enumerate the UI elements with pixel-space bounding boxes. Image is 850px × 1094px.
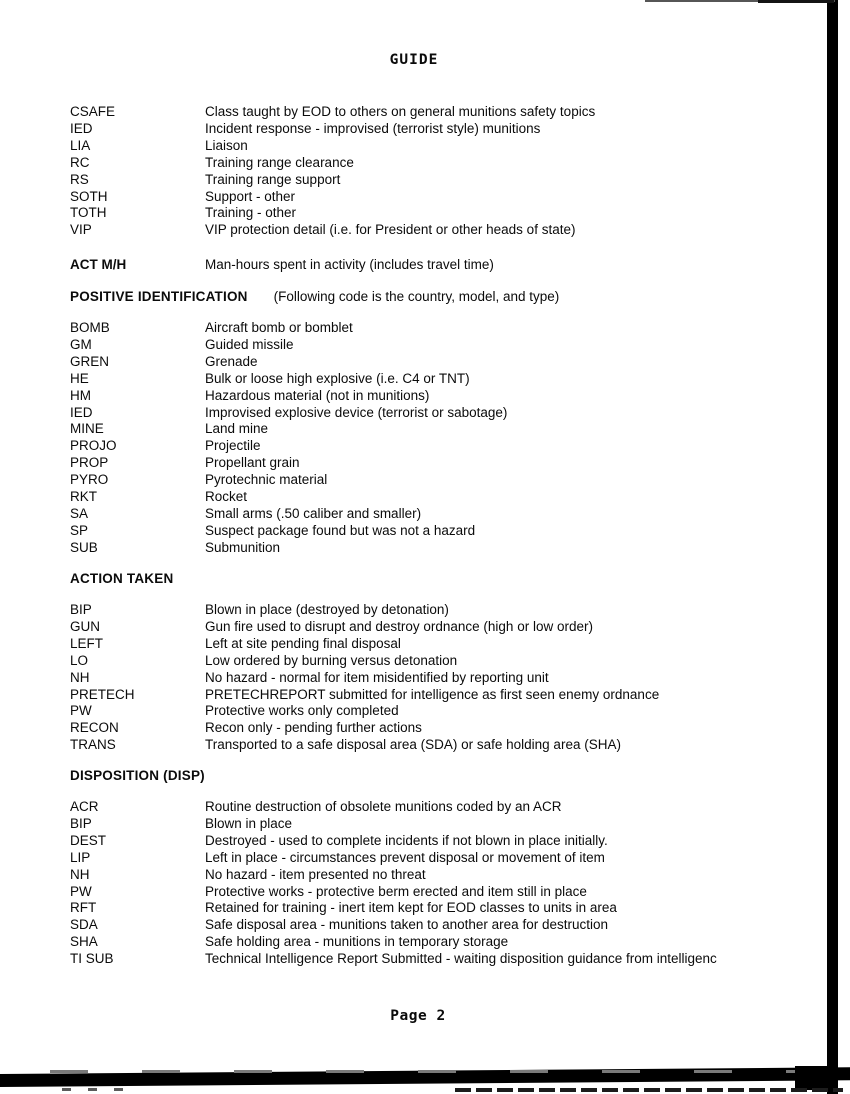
- scan-artifact-text-fragments: [62, 1088, 134, 1091]
- term-description: Training range clearance: [205, 154, 354, 170]
- term-description: Liaison: [205, 137, 248, 153]
- definition-row: [70, 421, 810, 438]
- term-code: SP: [70, 522, 89, 538]
- definition-row: [70, 833, 810, 850]
- definition-list: [70, 799, 810, 968]
- term-code: PW: [70, 703, 92, 719]
- term-code: SDA: [70, 917, 98, 933]
- definition-row: [70, 222, 810, 239]
- definition-row: [70, 405, 810, 422]
- definition-row: [70, 951, 810, 968]
- term-description: Rocket: [205, 489, 248, 505]
- page-number: Page 2: [390, 1008, 446, 1024]
- term-description: Man-hours spent in activity (includes travel time): [205, 257, 494, 272]
- definition-row: [70, 257, 810, 274]
- definition-row: [70, 619, 810, 636]
- term-code: RS: [70, 171, 89, 187]
- term-description: Pyrotechnic material: [205, 472, 328, 488]
- term-description: Blown in place: [205, 815, 293, 831]
- term-code: BOMB: [70, 320, 110, 335]
- definition-row: [70, 155, 810, 172]
- definition-row: [70, 687, 810, 704]
- scan-artifact-right-bar: [827, 0, 838, 1094]
- definition-row: [70, 653, 810, 670]
- term-description: Destroyed - used to complete incidents if not blown in place initially.: [205, 832, 608, 848]
- scan-artifact-text-fragments: [455, 1088, 843, 1092]
- term-description: Support - other: [205, 188, 296, 204]
- definition-row: [70, 189, 810, 206]
- term-code: PROJO: [70, 438, 117, 454]
- definition-row: [70, 371, 810, 388]
- definition-row: [70, 388, 810, 405]
- definition-row: [70, 523, 810, 540]
- term-description: Small arms (.50 caliber and smaller): [205, 505, 422, 521]
- definition-row: [70, 737, 810, 754]
- definition-row: [70, 138, 810, 155]
- definition-row: [70, 540, 810, 557]
- term-code: PYRO: [70, 472, 109, 488]
- term-description: Left at site pending final disposal: [205, 635, 401, 651]
- term-description: Training - other: [205, 205, 297, 221]
- definition-row: [70, 917, 810, 934]
- term-description: Incident response - improvised (terrorist style) munitions: [205, 120, 541, 136]
- term-code: LIA: [70, 137, 91, 153]
- term-code: IED: [70, 120, 93, 136]
- term-code: GREN: [70, 353, 110, 369]
- definition-row: [70, 205, 810, 222]
- section-heading: DISPOSITION (DISP): [70, 768, 205, 783]
- definition-list: [70, 320, 810, 557]
- term-description: Aircraft bomb or bomblet: [205, 320, 353, 335]
- term-description: Suspect package found but was not a hazard: [205, 522, 476, 538]
- term-description: Submunition: [205, 539, 281, 555]
- term-code: GUN: [70, 618, 100, 634]
- section-act-mh: [70, 257, 810, 274]
- term-description: Low ordered by burning versus detonation: [205, 652, 458, 668]
- definition-row: [70, 816, 810, 833]
- term-code: SA: [70, 505, 89, 521]
- term-code: MINE: [70, 421, 104, 437]
- definition-row: [70, 104, 810, 121]
- term-description: Grenade: [205, 353, 258, 369]
- section-disposition: [70, 767, 810, 968]
- definition-row: [70, 670, 810, 687]
- page-title: GUIDE: [389, 52, 439, 68]
- term-code: ACR: [70, 799, 99, 814]
- section-heading-row: [70, 767, 810, 784]
- section-positive-identification: [70, 288, 810, 557]
- term-description: No hazard - normal for item misidentified by reporting unit: [205, 669, 549, 685]
- term-code: DEST: [70, 832, 107, 848]
- section-heading-row: [70, 288, 810, 305]
- term-description: Safe disposal area - munitions taken to another area for destruction: [205, 917, 608, 933]
- term-code: PRETECH: [70, 686, 135, 702]
- definition-row: [70, 636, 810, 653]
- term-code: CSAFE: [70, 104, 116, 119]
- term-description: Blown in place (destroyed by detonation): [205, 602, 449, 617]
- definition-list: [70, 602, 810, 754]
- term-description: Technical Intelligence Report Submitted - waiting disposition guidance from intelligenc: [205, 951, 717, 967]
- section-activity-codes: [70, 104, 810, 239]
- definition-row: [70, 121, 810, 138]
- definition-row: [70, 884, 810, 901]
- term-code: RC: [70, 154, 90, 170]
- term-description: Protective works only completed: [205, 703, 399, 719]
- term-code: RKT: [70, 489, 97, 505]
- term-code: RFT: [70, 900, 97, 916]
- term-code: HE: [70, 370, 89, 386]
- term-code: BIP: [70, 602, 92, 617]
- term-code: SHA: [70, 934, 98, 950]
- section-heading-row: [70, 570, 810, 587]
- term-description: Retained for training - inert item kept for EOD classes to units in area: [205, 900, 617, 916]
- term-description: Improvised explosive device (terrorist or sabotage): [205, 404, 508, 420]
- term-description: Training range support: [205, 171, 341, 187]
- term-description: Gun fire used to disrupt and destroy ordnance (high or low order): [205, 618, 593, 634]
- term-code: LO: [70, 652, 89, 668]
- definition-row: [70, 172, 810, 189]
- term-description: Guided missile: [205, 336, 294, 352]
- term-code: BIP: [70, 815, 92, 831]
- term-description: Recon only - pending further actions: [205, 720, 422, 736]
- term-description: Protective works - protective berm erected and item still in place: [205, 883, 587, 899]
- definition-row: [70, 799, 810, 816]
- term-code: HM: [70, 387, 91, 403]
- definition-row: [70, 337, 810, 354]
- scan-artifact-corner: [795, 1066, 838, 1090]
- definition-row: [70, 602, 810, 619]
- term-code: TOTH: [70, 205, 107, 221]
- term-description: Bulk or loose high explosive (i.e. C4 or TNT): [205, 370, 470, 386]
- term-description: Left in place - circumstances prevent disposal or movement of item: [205, 849, 605, 865]
- definition-row: [70, 506, 810, 523]
- definition-row: [70, 438, 810, 455]
- term-description: PRETECHREPORT submitted for intelligence as first seen enemy ordnance: [205, 686, 660, 702]
- scan-artifact-top-line-dark: [758, 0, 834, 3]
- definition-row: [70, 354, 810, 371]
- term-description: VIP protection detail (i.e. for President or other heads of state): [205, 222, 576, 238]
- definition-row: [70, 720, 810, 737]
- term-description: Projectile: [205, 438, 261, 454]
- term-code: PW: [70, 883, 92, 899]
- term-description: Class taught by EOD to others on general munitions safety topics: [205, 104, 596, 119]
- definition-row: [70, 320, 810, 337]
- term-code: TI SUB: [70, 951, 114, 967]
- term-description: Safe holding area - munitions in temporary storage: [205, 934, 509, 950]
- term-code: SUB: [70, 539, 98, 555]
- term-description: Transported to a safe disposal area (SDA) or safe holding area (SHA): [205, 737, 621, 753]
- term-code: LIP: [70, 849, 91, 865]
- term-description: No hazard - item presented no threat: [205, 866, 426, 882]
- term-code: NH: [70, 866, 90, 882]
- term-description: Propellant grain: [205, 455, 300, 471]
- section-note: (Following code is the country, model, and type): [273, 289, 560, 304]
- term-description: Land mine: [205, 421, 269, 437]
- definition-row: [70, 472, 810, 489]
- definition-row: [70, 867, 810, 884]
- section-heading: ACTION TAKEN: [70, 571, 174, 586]
- term-code: LEFT: [70, 635, 104, 651]
- term-code: GM: [70, 336, 92, 352]
- term-code: ACT M/H: [70, 257, 127, 272]
- definition-row: [70, 455, 810, 472]
- term-code: NH: [70, 669, 90, 685]
- scan-artifact-smudge: [50, 1070, 795, 1073]
- definition-row: [70, 703, 810, 720]
- definition-list: [70, 104, 810, 239]
- definition-row: [70, 934, 810, 951]
- definition-row: [70, 900, 810, 917]
- term-code: RECON: [70, 720, 119, 736]
- definition-row: [70, 850, 810, 867]
- definition-list: [70, 257, 810, 274]
- term-code: PROP: [70, 455, 109, 471]
- term-code: TRANS: [70, 737, 116, 753]
- term-description: Routine destruction of obsolete munitions coded by an ACR: [205, 799, 562, 814]
- section-action-taken: [70, 570, 810, 754]
- term-code: SOTH: [70, 188, 108, 204]
- term-description: Hazardous material (not in munitions): [205, 387, 430, 403]
- term-code: IED: [70, 404, 93, 420]
- definition-row: [70, 489, 810, 506]
- section-heading: POSITIVE IDENTIFICATION: [70, 289, 248, 304]
- term-code: VIP: [70, 222, 92, 238]
